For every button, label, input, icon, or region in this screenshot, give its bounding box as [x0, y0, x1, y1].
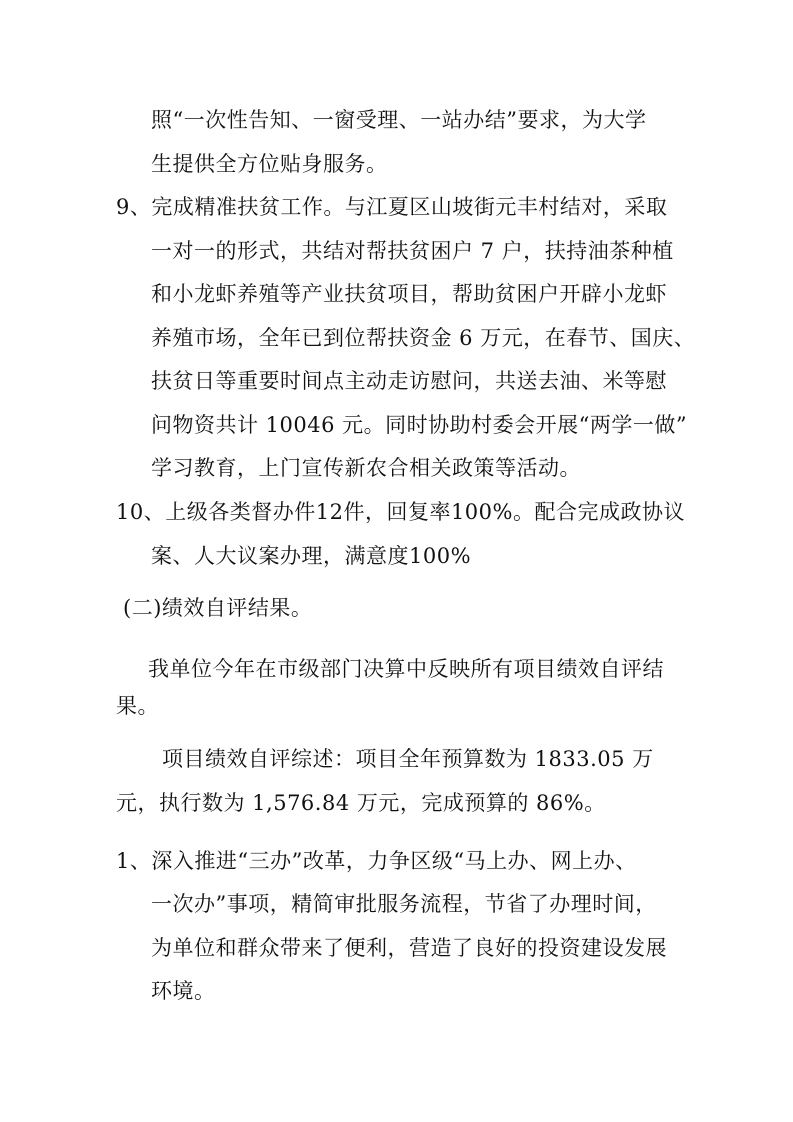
list-item-1: 1、深入推进“三办”改革，力争区级“马上办、网上办、: [116, 849, 637, 873]
text-line: 一对一的形式，共结对帮扶贫困户 7 户，扶持油茶种植: [151, 239, 674, 263]
section-heading: (二)绩效自评结果。: [123, 596, 313, 620]
text-line: 生提供全方位贴身服务。: [151, 152, 388, 176]
list-item-9: 9、完成精准扶贫工作。与江夏区山坡街元丰村结对，采取: [116, 195, 668, 219]
text-line: 我单位今年在市级部门决算中反映所有项目绩效自评结: [148, 657, 664, 681]
summary-line: 项目绩效自评综述：项目全年预算数为 1833.05 万: [162, 747, 654, 771]
list-item-10: 10、上级各类督办件12件，回复率100%。配合完成政协议: [116, 500, 685, 524]
text-line: 案、人大议案办理，满意度100%: [151, 544, 472, 568]
text-line: 为单位和群众带来了便利，营造了良好的投资建设发展: [151, 936, 667, 960]
text-line: 一次办”事项，精简审批服务流程，节省了办理时间，: [151, 892, 657, 916]
text-line: 问物资共计 10046 元。同时协助村委会开展“两学一做”: [151, 413, 688, 437]
summary-line: 元，执行数为 1,576.84 万元，完成预算的 86%。: [116, 791, 606, 815]
text-line: 和小龙虾养殖等产业扶贫项目，帮助贫困户开辟小龙虾: [151, 282, 667, 306]
text-line: 照“一次性告知、一窗受理、一站办结”要求，为大学: [151, 108, 647, 132]
text-line: 学习教育，上门宣传新农合相关政策等活动。: [151, 456, 581, 480]
text-line: 扶贫日等重要时间点主动走访慰问，共送去油、米等慰: [151, 369, 667, 393]
text-line: 养殖市场，全年已到位帮扶资金 6 万元，在春节、国庆、: [151, 326, 696, 350]
text-line: 果。: [116, 694, 159, 718]
text-line: 环境。: [151, 979, 216, 1003]
